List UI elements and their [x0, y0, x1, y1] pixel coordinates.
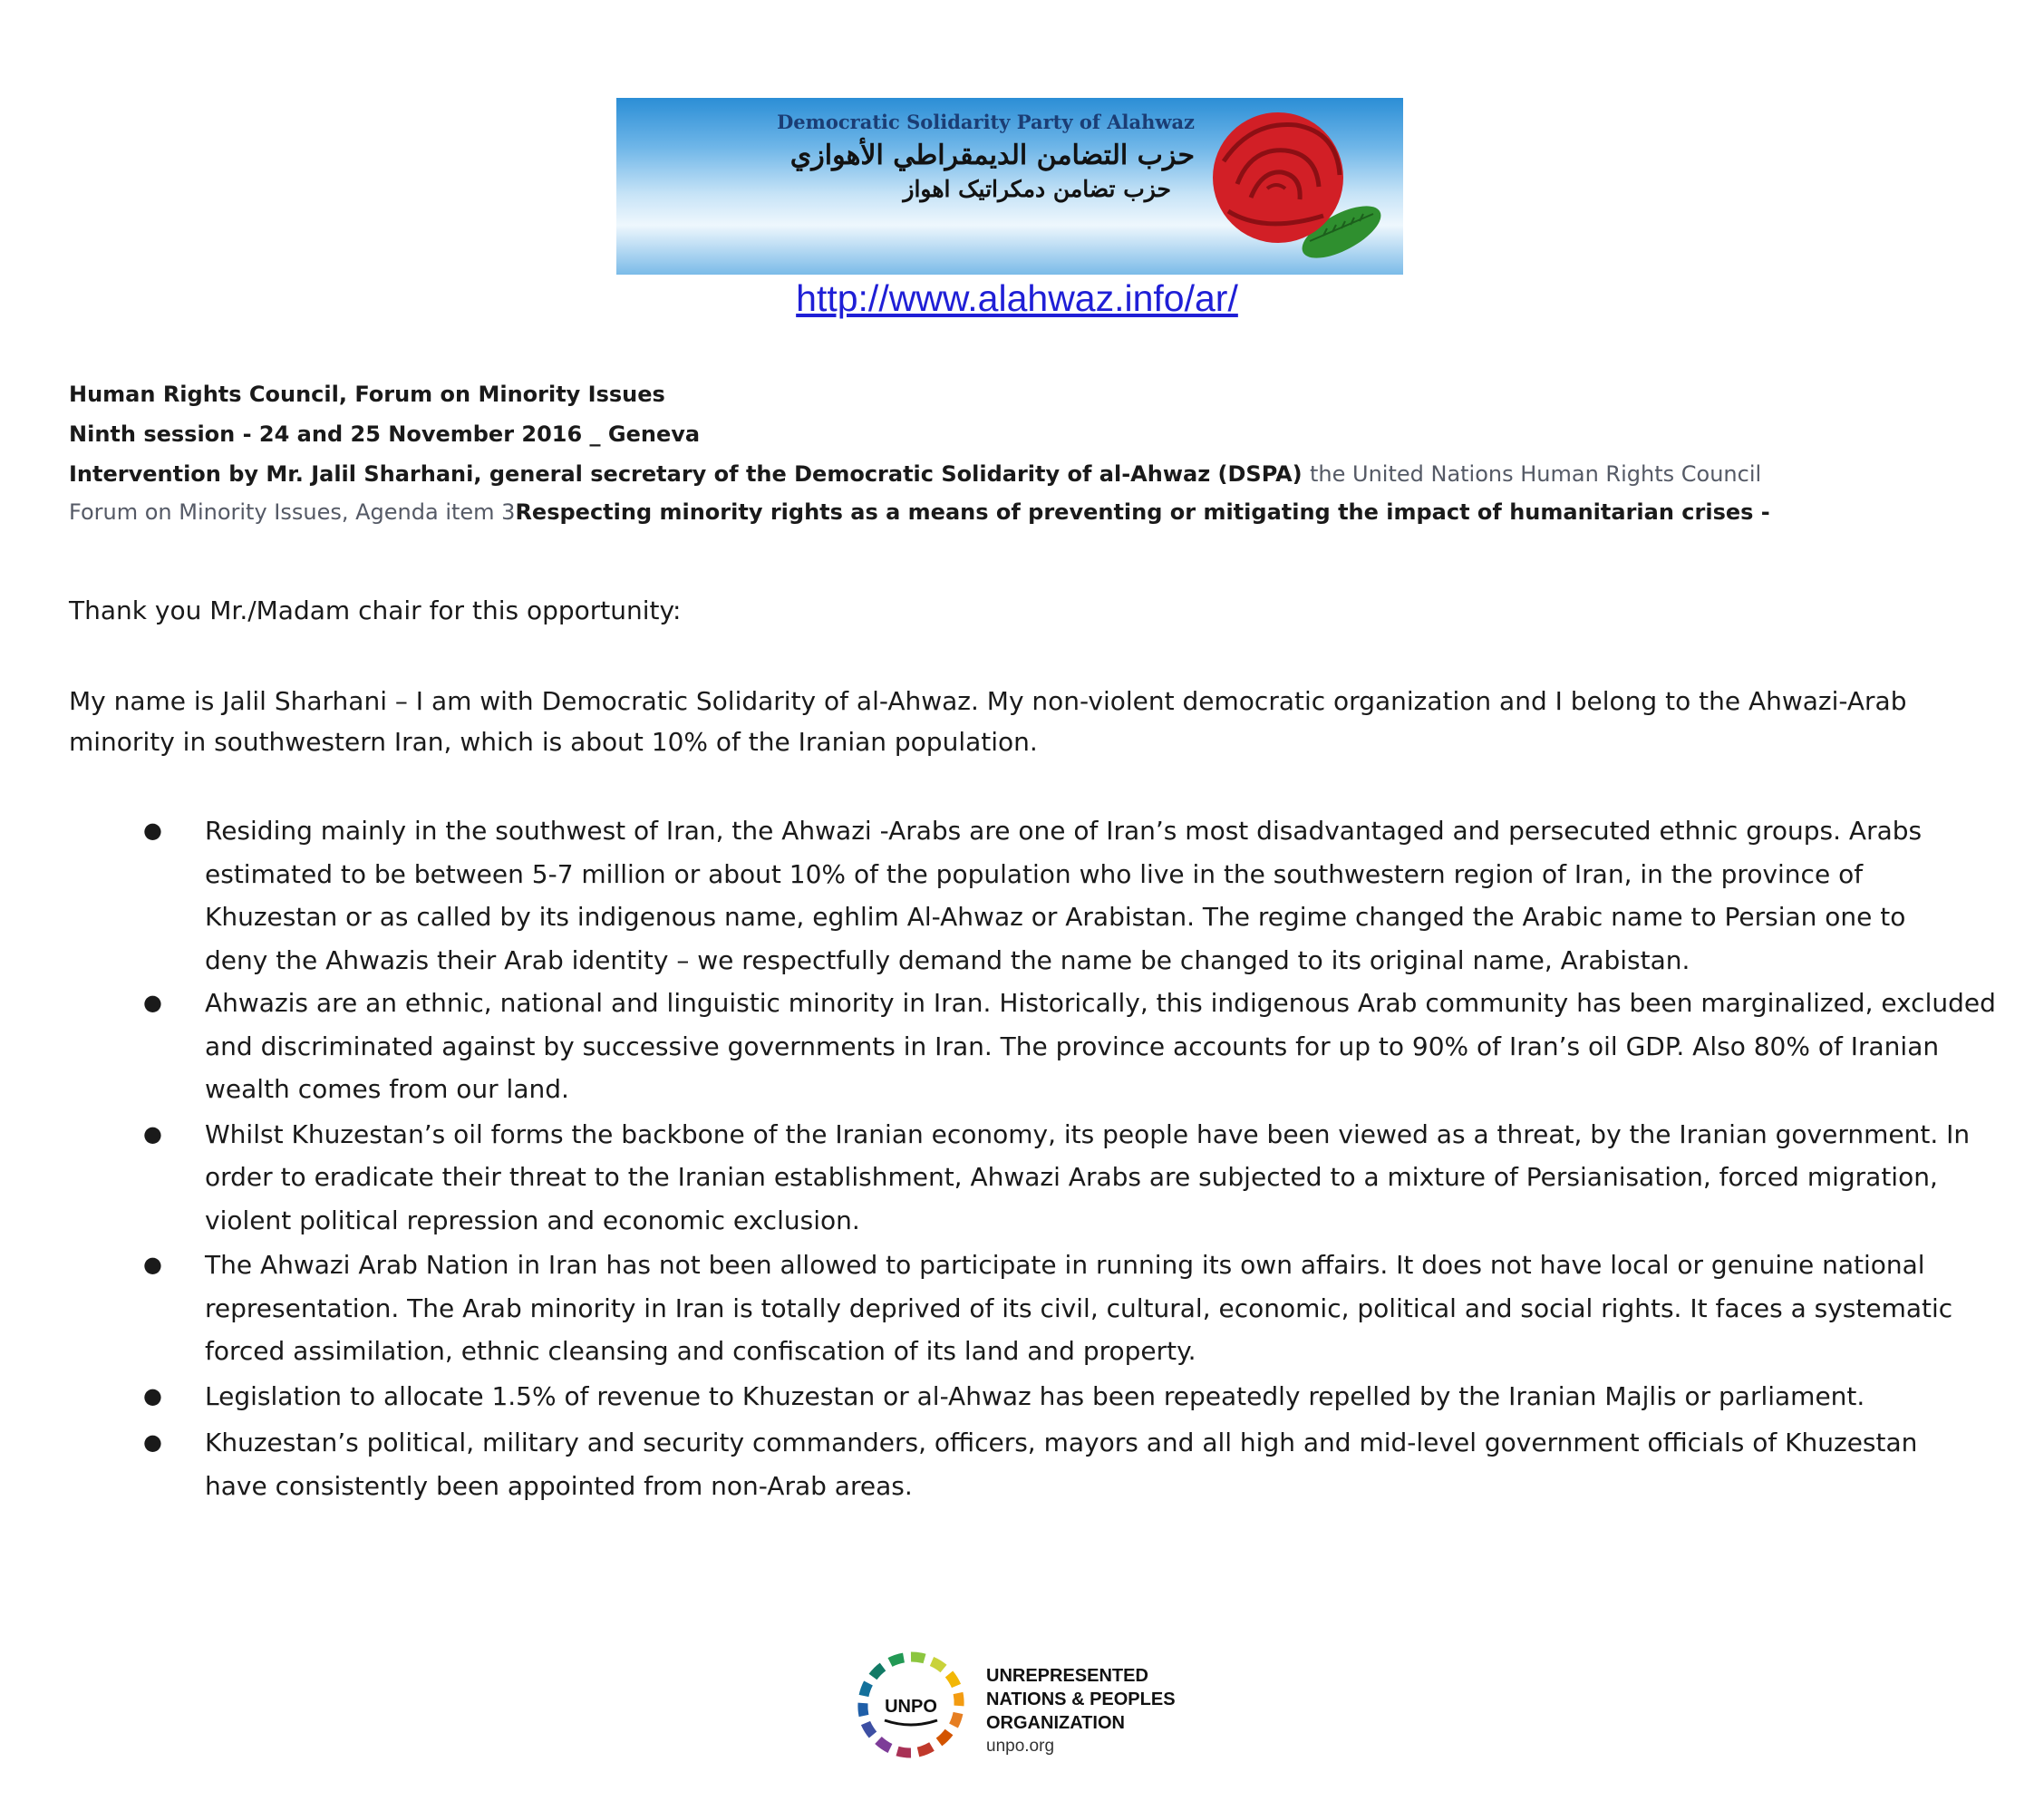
unpo-line-1: UNREPRESENTED [986, 1666, 1148, 1686]
bullet-text: The Ahwazi Arab Nation in Iran has not been allowed to participate in running its own affairs. It does not have local or genuine national representation. The Arab minority in Iran is totally deprived of its civil, cultural, economic, political and social rights. It faces a systematic forced assimilation, ethnic cleansing and confiscation of its land and property. [205, 1250, 1953, 1366]
bullet-list [0, 809, 2034, 1507]
bullet-text: Residing mainly in the southwest of Iran, the Ahwazi -Arabs are one of Iran’s most disadvantaged and persecuted ethnic groups. Arabs estimated to be between 5-7 million or about 10% of the population who live in the southwestern region of Iran, in the province of Khuzestan or as called by its indigenous name, eghlim Al-Ahwaz or Arabistan. The regime changed the Arabic name to Persian one to deny the Ahwazis their Arab identity – we respectfully demand the name be changed to its original name, Arabistan. [205, 816, 1923, 975]
list-item [0, 982, 2034, 1111]
list-item [0, 1421, 2034, 1507]
bullet-icon: ● [143, 990, 162, 1015]
unpo-line-2: NATIONS & PEOPLES [986, 1689, 1176, 1709]
banner-party-persian: حزب تضامن دمکراتیک اهواز [903, 176, 1171, 202]
unpo-line-3: ORGANIZATION [986, 1713, 1125, 1733]
bullet-icon: ● [143, 818, 162, 843]
bullet-icon: ● [143, 1120, 162, 1147]
agenda-item-text: Forum on Minority Issues, Agenda item 3 [69, 499, 516, 525]
intervention-text: Intervention by Mr. Jalil Sharhani, general secretary of the Democratic Solidarity of al-Ahwaz (DSPA) [69, 461, 1310, 487]
thanks-paragraph: Thank you Mr./Madam chair for this opportunity: [69, 595, 682, 625]
list-item [0, 809, 2034, 982]
banner-party-english: Democratic Solidarity Party of Alahwaz [777, 111, 1195, 133]
bullet-text: Legislation to allocate 1.5% of revenue to Khuzestan or al-Ahwaz has been repeatedly repelled by the Iranian Majlis or parliament. [205, 1380, 1865, 1411]
unpo-wordmark [986, 1664, 1176, 1758]
unpo-logo [852, 1646, 1233, 1773]
agenda-topic-text: Respecting minority rights as a means of preventing or mitigating the impact of humanitarian crises - [515, 499, 1770, 525]
unpo-url[interactable]: unpo.org [986, 1737, 1055, 1756]
header-line-forum: Human Rights Council, Forum on Minority Issues [69, 382, 665, 407]
website-link[interactable]: http://www.alahwaz.info/ar/ [796, 277, 1238, 319]
bullet-icon: ● [143, 1252, 162, 1277]
list-item [0, 1375, 2034, 1418]
bullet-text: Khuzestan’s political, military and security commanders, officers, mayors and all high and mid-level government officials of Khuzestan have consistently been appointed from non-Arab areas. [205, 1428, 1918, 1501]
unpo-ring-icon [852, 1646, 970, 1764]
banner-party-arabic: حزب التضامن الديمقراطي الأهوازي [789, 140, 1195, 171]
party-banner [616, 98, 1403, 275]
intro-paragraph: My name is Jalil Sharhani – I am with Democratic Solidarity of al-Ahwaz. My non-violent democratic organization and I belong to the Ahwazi-Arab minority in southwestern Iran, which is about 10% of the Iranian population. [69, 686, 1907, 757]
list-item [0, 1113, 2034, 1243]
banner-texts [777, 111, 1195, 206]
bullet-text: Whilst Khuzestan’s oil forms the backbone of the Iranian economy, its people have been viewed as a threat, by the Iranian government. In order to eradicate their threat to the Iranian establishment, Ahwazi Arabs are subjected to a mixture of Persianisation, forced migration, violent political repression and economic exclusion. [205, 1118, 1971, 1235]
rose-logo-icon [1187, 98, 1396, 275]
header-line-agenda [69, 499, 1990, 525]
bullet-icon: ● [143, 1429, 162, 1455]
header-line-session: Ninth session - 24 and 25 November 2016 _ Geneva [69, 421, 701, 447]
list-item [0, 1244, 2034, 1373]
council-text: the United Nations Human Rights Council [1309, 461, 1762, 487]
unpo-mark-text: UNPO [885, 1697, 937, 1717]
bullet-icon: ● [143, 1382, 162, 1409]
bullet-text: Ahwazis are an ethnic, national and linguistic minority in Iran. Historically, this indigenous Arab community has been marginalized, excluded and discriminated against by successive governments in Iran. The province accounts for up to 90% of Iran’s oil GDP. Also 80% of Iranian wealth comes from our land. [205, 988, 1996, 1104]
header-line-intervention [69, 461, 1990, 487]
